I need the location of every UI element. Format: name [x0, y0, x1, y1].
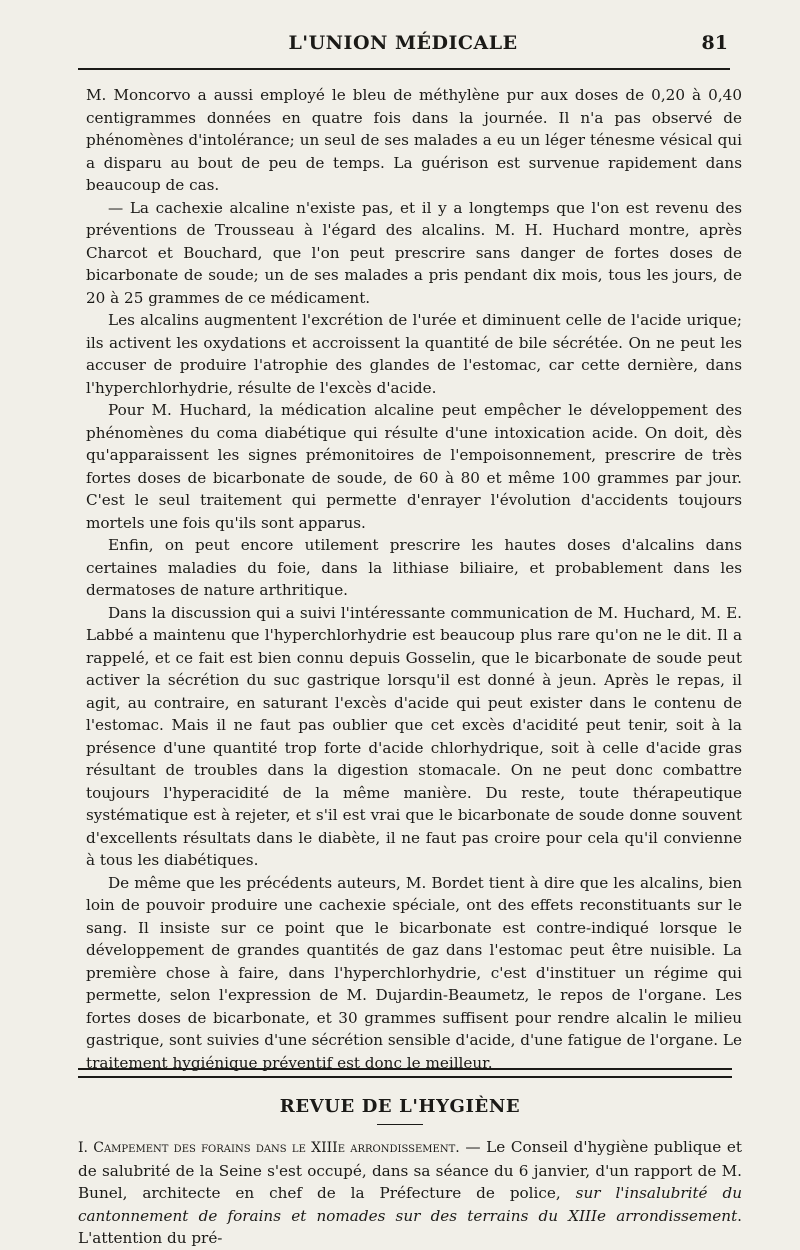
report-title-italic: sur l'insalubrité du cantonnement de forains et nomades sur des terrains du XIIIe arrondissement	[78, 1184, 742, 1225]
section-paragraph	[78, 1136, 742, 1250]
header-rule	[78, 68, 730, 70]
paragraph: Les alcalins augmentent l'excrétion de l'urée et diminuent celle de l'acide urique; ils activent les oxydations et accroissent la quantité de bile sécrétée. On ne peut les accuser de produire l'atrophie des glandes de l'estomac, car cette dernière, dans l'hyperchlorhydrie, résulte de l'excès d'acide.	[86, 311, 742, 397]
article-body	[86, 84, 742, 1074]
paragraph: Pour M. Huchard, la médication alcaline peut empêcher le développement des phénomènes du coma diabétique qui résulte d'une intoxication acide. On doit, dès qu'apparaissent les signes prémonitoires de l'empoisonnement, prescrire de très fortes doses de bicarbonate de soude, de 60 à 80 et même 100 grammes par jour. C'est le seul traitement qui permette d'enrayer l'évolution d'accidents toujours mortels une fois qu'ils sont apparus.	[86, 401, 742, 532]
paragraph: Enfin, on peut encore utilement prescrire les hautes doses d'alcalins dans certaines maladies du foie, dans la lithiase biliaire, et probablement dans les dermatoses de nature arthritique.	[86, 536, 742, 599]
journal-title: L'UNION MÉDICALE	[288, 32, 518, 54]
paragraph: M. Moncorvo a aussi employé le bleu de méthylène pur aux doses de 0,20 à 0,40 centigrammes données en quatre fois dans la journée. Il n'a pas observé de phénomènes d'intolérance; un seul de ses malades a eu un léger ténesme vésical qui a disparu au bout de peu de temps. La guérison est survenue rapidement dans beaucoup de cas.	[86, 86, 742, 194]
running-header	[78, 28, 728, 62]
section-text-before: — Le Conseil d'hygiène publique et de salubrité de la Seine s'est occupé, dans sa séance du 6 janvier, d'un rapport de M. Bunel, architecte en chef de la Préfecture de police,	[78, 1138, 743, 1202]
section-title: REVUE DE L'HYGIÈNE	[279, 1096, 521, 1117]
paragraph: — La cachexie alcaline n'existe pas, et il y a longtemps que l'on est revenu des préventions de Trousseau à l'égard des alcalins. M. H. Huchard montre, après Charcot et Bouchard, que l'on peut prescrire sans danger de fortes doses de bicarbonate de soude; un de ses malades a pris pendant dix mois, tous les jours, de 20 à 25 grammes de ce médicament.	[86, 198, 742, 307]
section-text-after: . L'attention du pré-	[78, 1206, 742, 1247]
section-lead: I. Campement des forains dans le XIIIe arrondissement.	[78, 1140, 460, 1156]
paragraph: De même que les précédents auteurs, M. Bordet tient à dire que les alcalins, bien loin de pouvoir produire une cachexie spéciale, ont des effets reconstituants sur le sang. Il insiste sur ce point que le bicarbonate est contre-indiqué lorsque le développement de grandes quantités de gaz dans l'estomac peut être nuisible. La première chose à faire, dans l'hyperchlorhydrie, c'est d'instituer un régime qui permette, selon l'expression de M. Dujardin-Beaumetz, le repos de l'organe. Les fortes doses de bicarbonate, et 30 grammes suffisent pour rendre alcalin le milieu gastrique, sont suivies d'une sécrétion sensible d'acide, d'une fatigue de l'organe. Le traitement hygiénique préventif est donc le meilleur.	[86, 873, 742, 1072]
paragraph: Dans la discussion qui a suivi l'intéressante communication de M. Huchard, M. E. Labbé a maintenu que l'hyperchlorhydrie est beaucoup plus rare qu'on ne le dit. Il a rappelé, et ce fait est bien connu depuis Gosselin, que le bicarbonate de soude peut activer la sécrétion du suc gastrique lorsqu'il est donné à jeun. Après le repas, il agit, au contraire, en saturant l'excès d'acide qui peut exister dans le contenu de l'estomac. Mais il ne faut pas oublier que cet excès d'acidité peut tenir, soit à la présence d'une quantité trop forte d'acide chlorhydrique, soit à celle d'acide gras résultant de troubles dans la digestion stomacale. On ne peut donc combattre toujours l'hyperacidité de la même manière. Du reste, toute thérapeutique systématique est à rejeter, et s'il est vrai que le bicarbonate de soude donne souvent d'excellents résultats dans le diabète, il ne faut pas croire pour cela qu'il convienne à tous les diabétiques.	[86, 603, 742, 869]
page-number: 81	[701, 32, 728, 54]
section-title-underline	[377, 1124, 423, 1125]
section-divider	[78, 1068, 732, 1078]
section-body	[78, 1136, 742, 1250]
